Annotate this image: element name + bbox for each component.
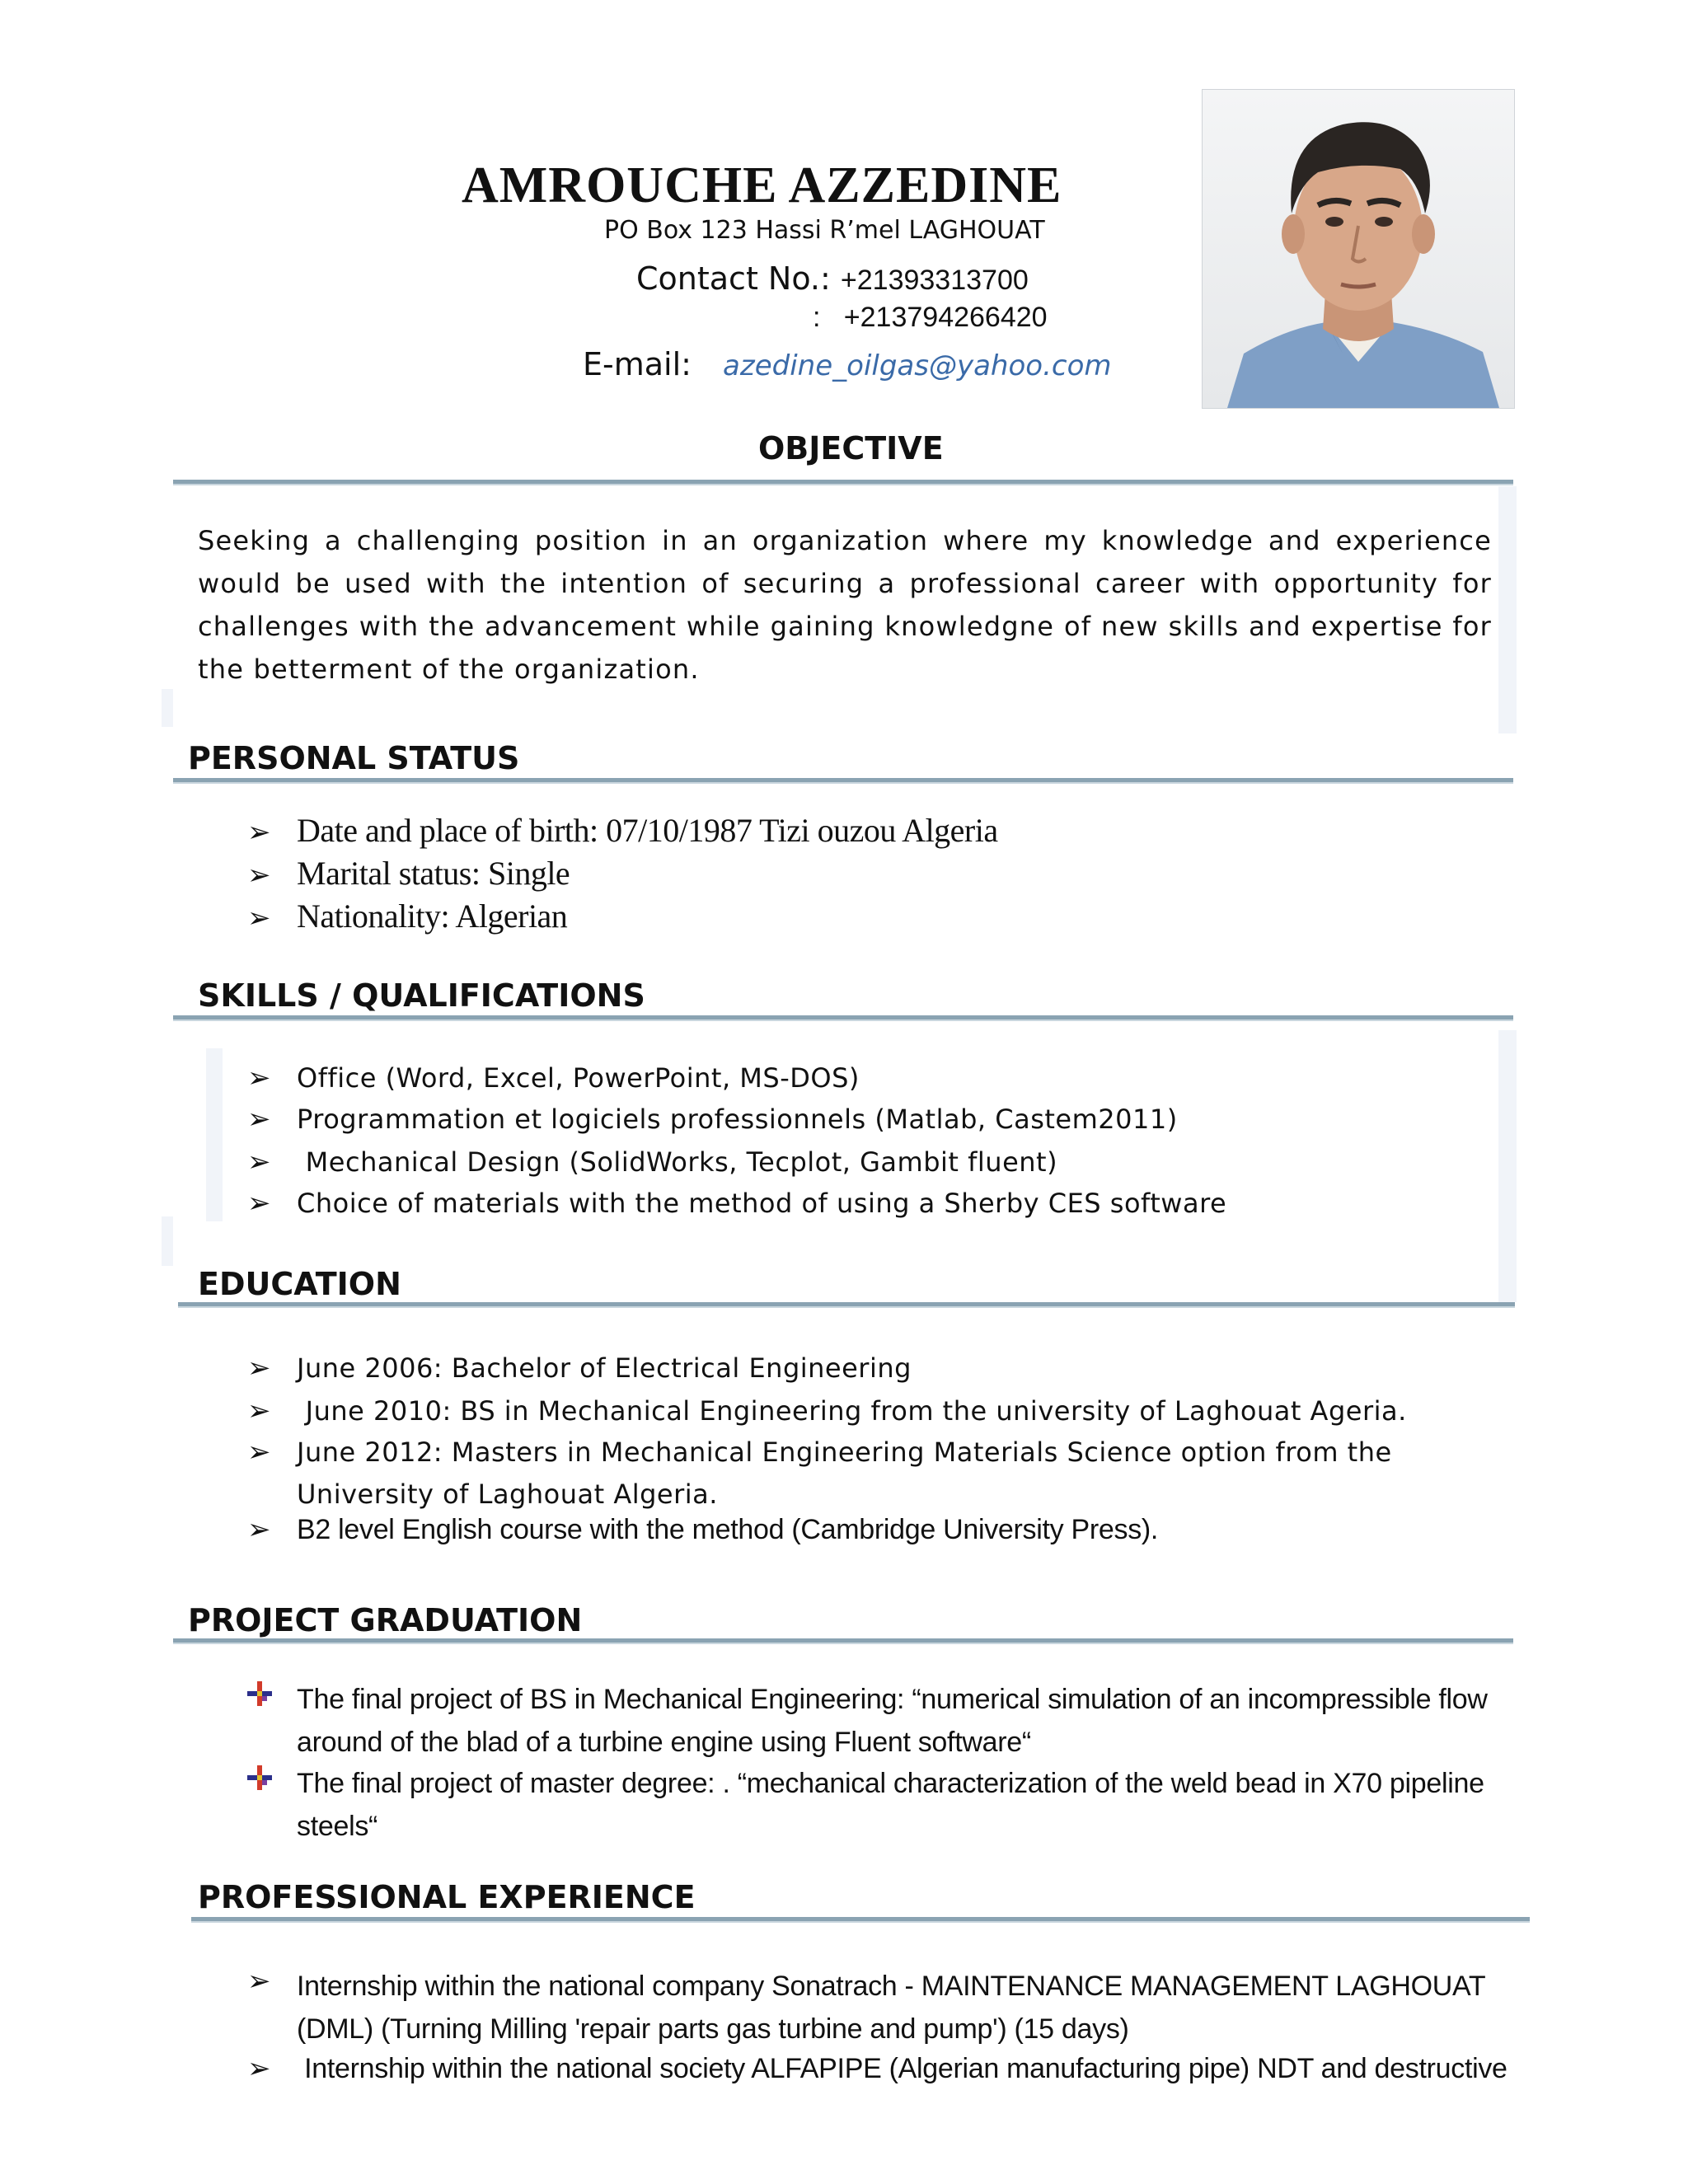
- arrow-bullet-icon: ➢: [247, 1062, 271, 1094]
- list-item-continuation: University of Laghouat Algeria.: [297, 1479, 718, 1510]
- cross-bullet-icon: [247, 1762, 297, 1797]
- contact-line-secondary: [813, 302, 1048, 334]
- objective-title: OBJECTIVE: [758, 430, 944, 466]
- project-graduation-title: PROJECT GRADUATION: [188, 1602, 583, 1638]
- education-title: EDUCATION: [198, 1266, 401, 1302]
- arrow-bullet-icon: ➢: [247, 816, 270, 849]
- list-item: ➢ June 2006: Bachelor of Electrical Engineering: [247, 1352, 912, 1385]
- arrow-bullet-icon: ➢: [247, 1146, 271, 1179]
- list-item: ➢ Marital status: Single: [247, 855, 570, 892]
- arrow-bullet-icon: ➢: [247, 1436, 271, 1469]
- list-item: The final project of master degree: . “mechanical characterization of the weld bead in X70 pipeline steels“: [247, 1762, 1484, 1848]
- email-label: E-mail:: [583, 346, 692, 382]
- personal-status-title: PERSONAL STATUS: [188, 740, 520, 776]
- arrow-bullet-icon: ➢: [247, 1187, 271, 1220]
- arrow-bullet-icon: ➢: [247, 1103, 271, 1136]
- objective-text: Seeking a challenging position in an organization where my knowledge and experience would be used with the intention of securing a professional career with opportunity for challenges with the advancement while gaining knowledgne of new skills and expertise for the betterment of the organization.: [198, 525, 1492, 685]
- objective-divider: [173, 480, 1513, 485]
- skills-left-mark: [162, 1216, 173, 1266]
- project-graduation-divider: [173, 1638, 1513, 1644]
- skills-title: SKILLS / QUALIFICATIONS: [198, 977, 645, 1014]
- arrow-bullet-icon: ➢: [247, 2052, 271, 2085]
- list-item: ➢ Internship within the national company Sonatrach - MAINTENANCE MANAGEMENT LAGHOUAT (DML) (Turning Milling 'repair parts gas turbine and pump') (15 days): [247, 1965, 1486, 2045]
- phone-secondary-prefix: :: [813, 302, 821, 333]
- skills-divider: [173, 1015, 1513, 1021]
- list-item: ➢ Internship within the national society ALFAPIPE (Algerian manufacturing pipe) NDT and destructive: [247, 2052, 1507, 2085]
- list-item: ➢ Office (Word, Excel, PowerPoint, MS-DOS): [247, 1062, 860, 1094]
- list-item: The final project of BS in Mechanical Engineering: “numerical simulation of an incompressible flow around of the blad of a turbine engine using Fluent software“: [247, 1678, 1488, 1764]
- skills-side-shade: [1498, 1030, 1517, 1302]
- list-item: ➢ Nationality: Algerian: [247, 898, 568, 935]
- personal-status-divider: [173, 778, 1513, 784]
- phone-secondary: +213794266420: [843, 302, 1048, 333]
- arrow-bullet-icon: ➢: [247, 859, 270, 892]
- professional-experience-divider: [191, 1917, 1530, 1923]
- list-item: ➢ June 2012: Masters in Mechanical Engineering Materials Science option from the: [247, 1436, 1392, 1469]
- list-item: ➢ Programmation et logiciels professionnels (Matlab, Castem2011): [247, 1103, 1178, 1136]
- arrow-bullet-icon: ➢: [247, 1352, 271, 1385]
- candidate-name: AMROUCHE AZZEDINE: [462, 157, 1062, 213]
- professional-experience-title: PROFESSIONAL EXPERIENCE: [198, 1879, 696, 1915]
- email-link[interactable]: azedine_oilgas@yahoo.com: [723, 349, 1112, 382]
- list-item: ➢ June 2010: BS in Mechanical Engineering from the university of Laghouat Ageria.: [247, 1394, 1407, 1427]
- list-item: ➢ B2 level English course with the method (Cambridge University Press).: [247, 1513, 1159, 1546]
- contact-label: Contact No.:: [636, 260, 831, 297]
- postal-address: PO Box 123 Hassi R’mel LAGHOUAT: [604, 216, 1045, 245]
- list-item: ➢ Mechanical Design (SolidWorks, Tecplot, Gambit fluent): [247, 1146, 1058, 1179]
- objective-left-mark: [162, 689, 173, 727]
- profile-photo: [1202, 89, 1515, 409]
- list-item: ➢ Date and place of birth: 07/10/1987 Tizi ouzou Algeria: [247, 812, 998, 849]
- phone-primary: +21393313700: [840, 265, 1029, 296]
- cross-bullet-icon: [247, 1678, 297, 1713]
- contact-line: [636, 260, 1029, 297]
- education-divider: [178, 1302, 1515, 1308]
- skills-left-shade: [206, 1048, 223, 1221]
- arrow-bullet-icon: ➢: [247, 1513, 271, 1546]
- arrow-bullet-icon: ➢: [247, 1965, 271, 1998]
- email-line: [583, 346, 1112, 382]
- list-item: ➢ Choice of materials with the method of using a Sherby CES software: [247, 1187, 1227, 1220]
- profile-photo-portrait: [1203, 90, 1514, 408]
- arrow-bullet-icon: ➢: [247, 902, 270, 935]
- objective-side-shade: [1498, 486, 1517, 733]
- arrow-bullet-icon: ➢: [247, 1394, 271, 1427]
